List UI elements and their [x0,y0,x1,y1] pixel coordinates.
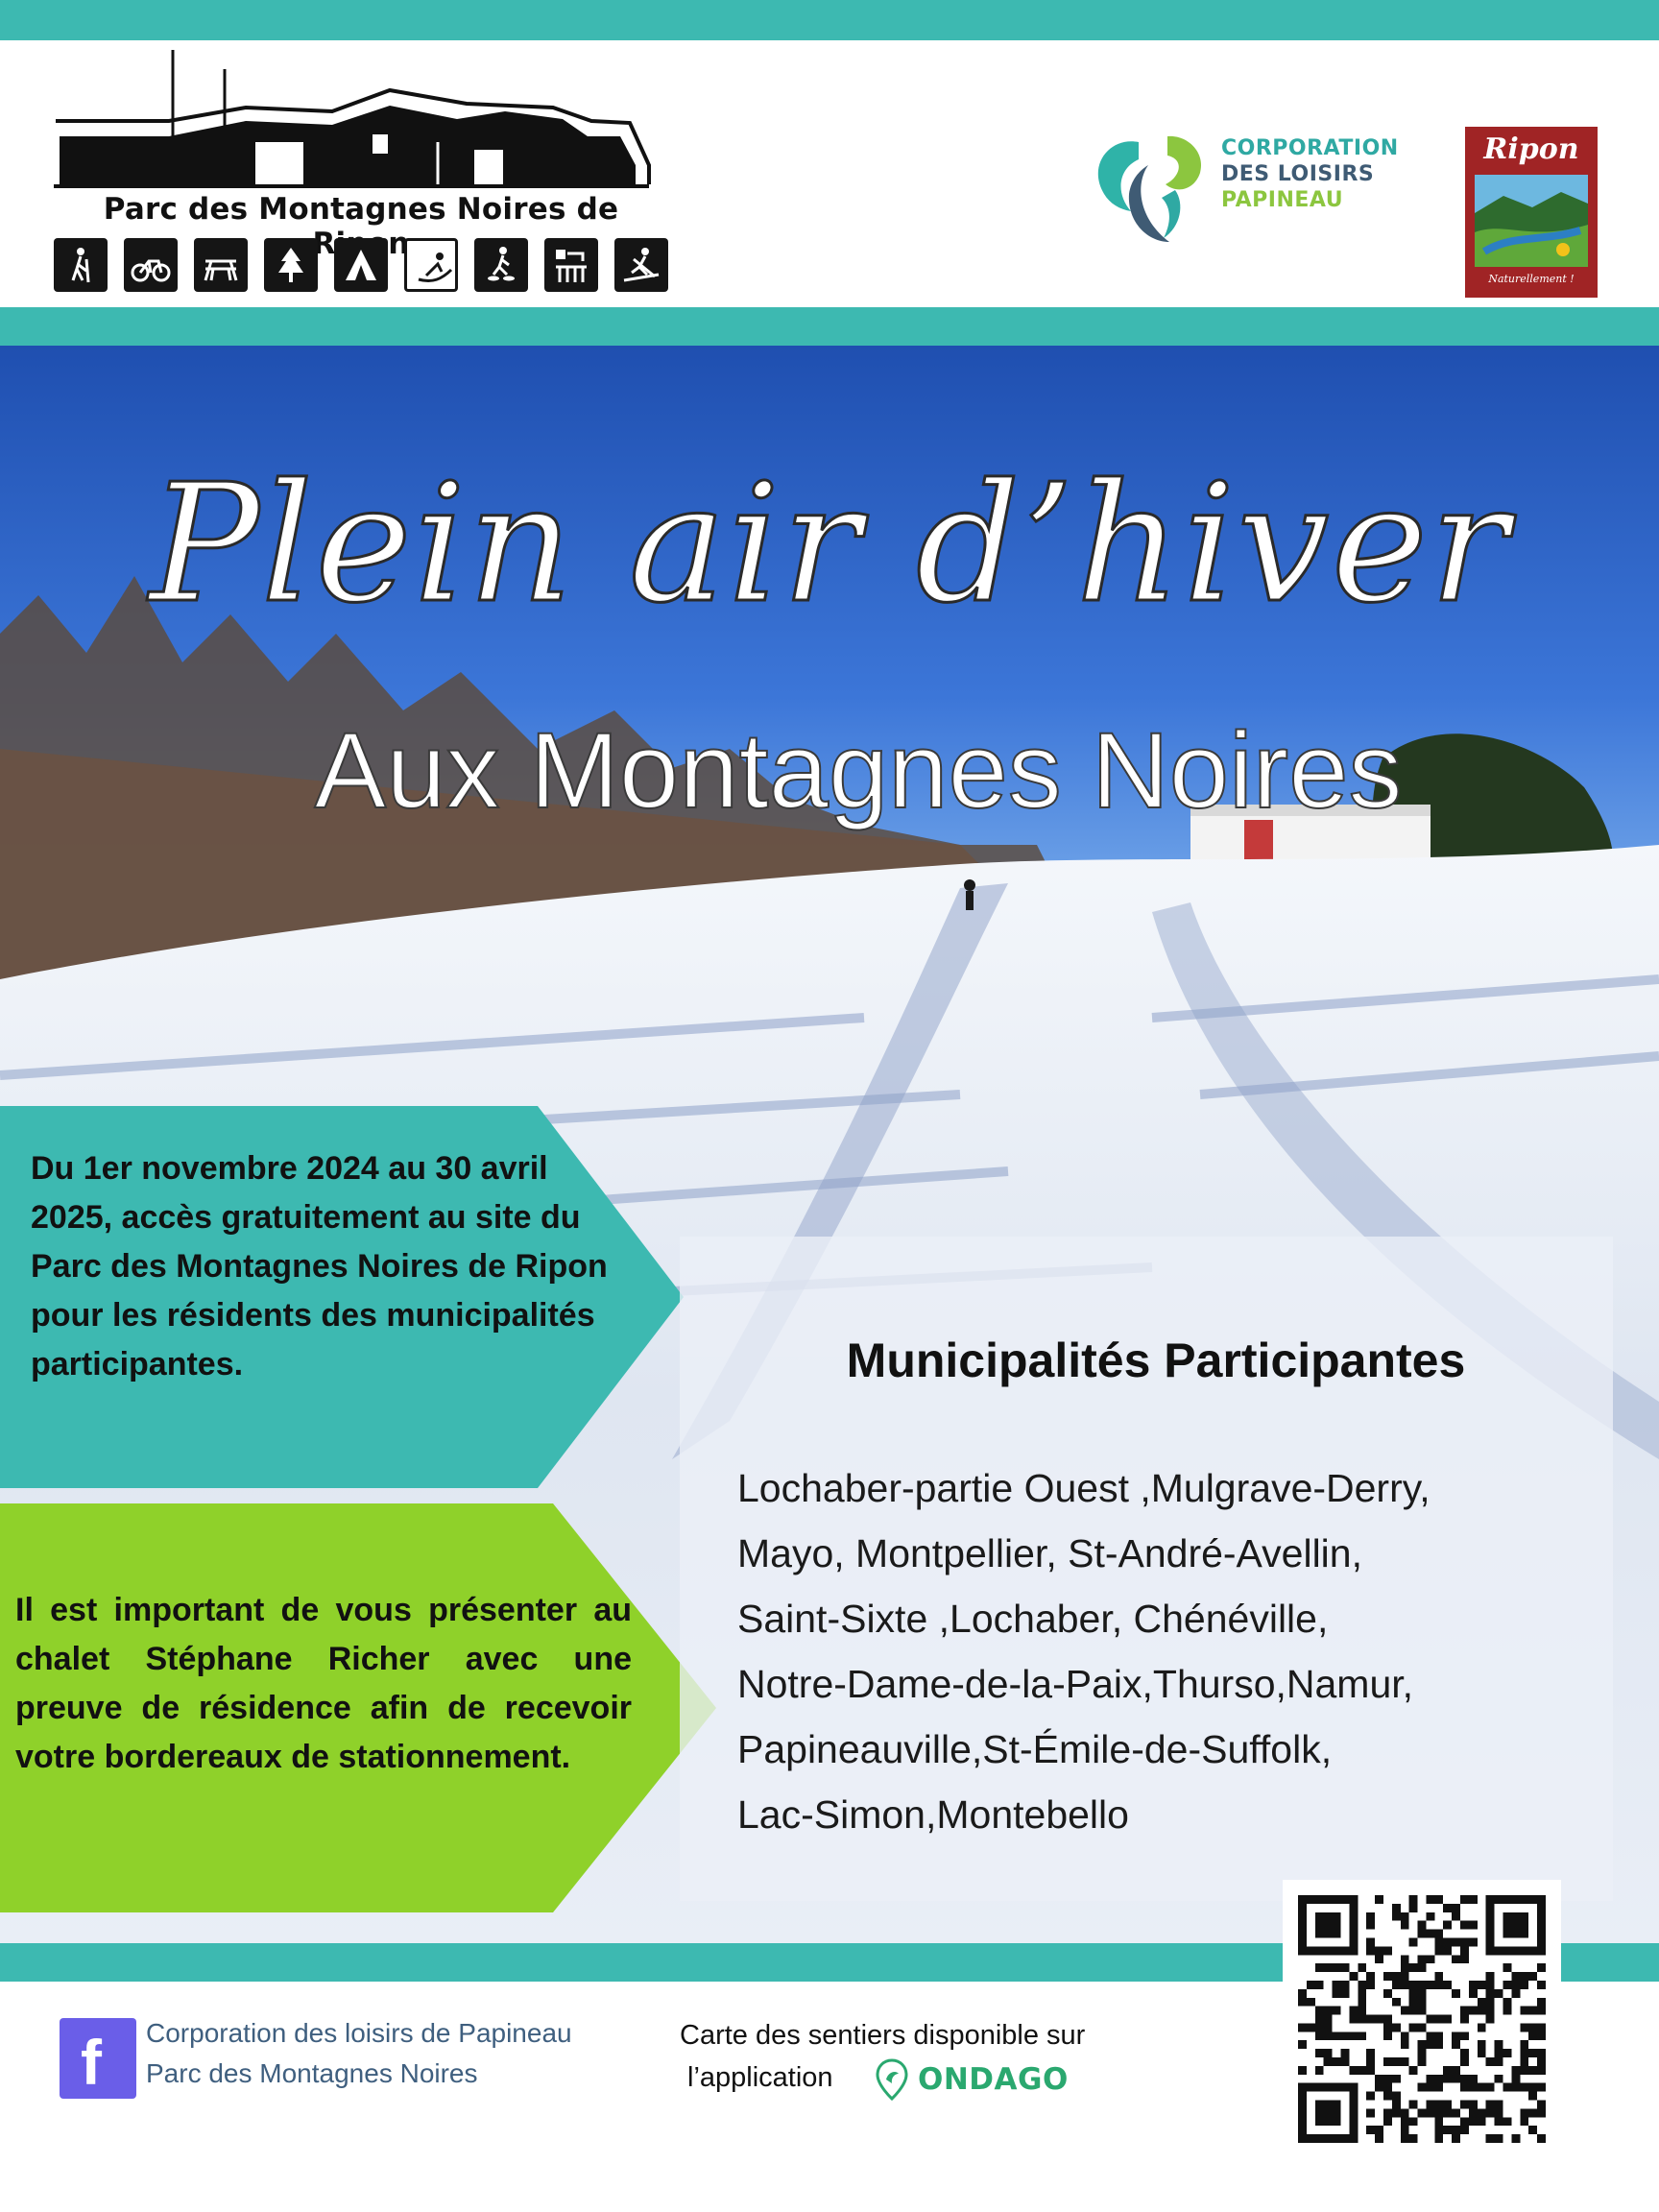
corporation-line-1: CORPORATION [1221,136,1399,160]
hiking-icon [54,238,108,292]
mountain-silhouette-icon [54,50,668,194]
top-accent-band [0,0,1659,40]
picnic-icon [194,238,248,292]
municipalities-list [737,1455,1601,1847]
municipalities-line: Notre-Dame-de-la-Paix,Thurso,Namur, [737,1662,1414,1706]
park-logo-text: Parc des Montagnes Noires de [103,192,619,227]
municipalities-line: Lac-Simon,Montebello [737,1792,1129,1837]
ripon-logo [1465,127,1598,298]
municipalities-title: Municipalités Participantes [846,1334,1466,1387]
mid-accent-band [0,307,1659,346]
ski-icon [614,238,668,292]
ondago-app-name[interactable]: ONDAGO [918,2062,1069,2097]
corporation-line-3: PAPINEAU [1221,188,1344,212]
viewpoint-icon [544,238,598,292]
cycling-icon [124,238,178,292]
main-title: Plein air d’hiver [149,449,1510,639]
facebook-link-parc[interactable]: Parc des Montagnes Noires [146,2058,478,2088]
municipalities-panel [680,1237,1613,1901]
ripon-landscape-icon [1475,175,1588,267]
municipalities-line: Saint-Sixte ,Lochaber, Chénéville, [737,1597,1329,1641]
ripon-logo-slogan: Naturellement ! [1488,273,1575,285]
qr-code-icon [1298,1895,1546,2143]
important-callout-text: Il est important de vous présenter au chalet Stéphane Richer avec une preuve de résidence afin de recevoir votre bordereaux de stationnement. [15,1592,632,1775]
sub-title: Aux Montagnes Noires [314,710,1403,830]
tree-icon [264,238,318,292]
park-logo [54,50,678,298]
qr-code[interactable] [1283,1880,1561,2158]
ripon-logo-title: Ripon [1483,132,1579,166]
municipalities-line: Lochaber-partie Ouest ,Mulgrave-Derry, [737,1466,1431,1510]
facebook-icon[interactable]: f [60,2018,136,2099]
activity-icons [54,238,668,292]
sliding-icon [404,238,458,292]
ondago-pin-icon [876,2058,908,2101]
header [0,40,1659,307]
dates-callout-text: Du 1er novembre 2024 au 30 avril 2025, accès gratuitement au site du Parc des Montagnes Noires de Ripon pour les résidents des municipalités participantes. [31,1150,608,1382]
facebook-link-corporation[interactable]: Corporation des loisirs de Papineau [146,2018,572,2048]
municipalities-line: Papineauville,St-Émile-de-Suffolk, [737,1727,1333,1771]
camping-icon [334,238,388,292]
snowshoe-icon [474,238,528,292]
corporation-line-2: DES LOISIRS [1221,162,1375,186]
municipalities-line: Mayo, Montpellier, St-André-Avellin, [737,1531,1362,1575]
map-info-line-2: l’application [687,2062,833,2093]
map-info-line-1: Carte des sentiers disponible sur [680,2020,1086,2051]
